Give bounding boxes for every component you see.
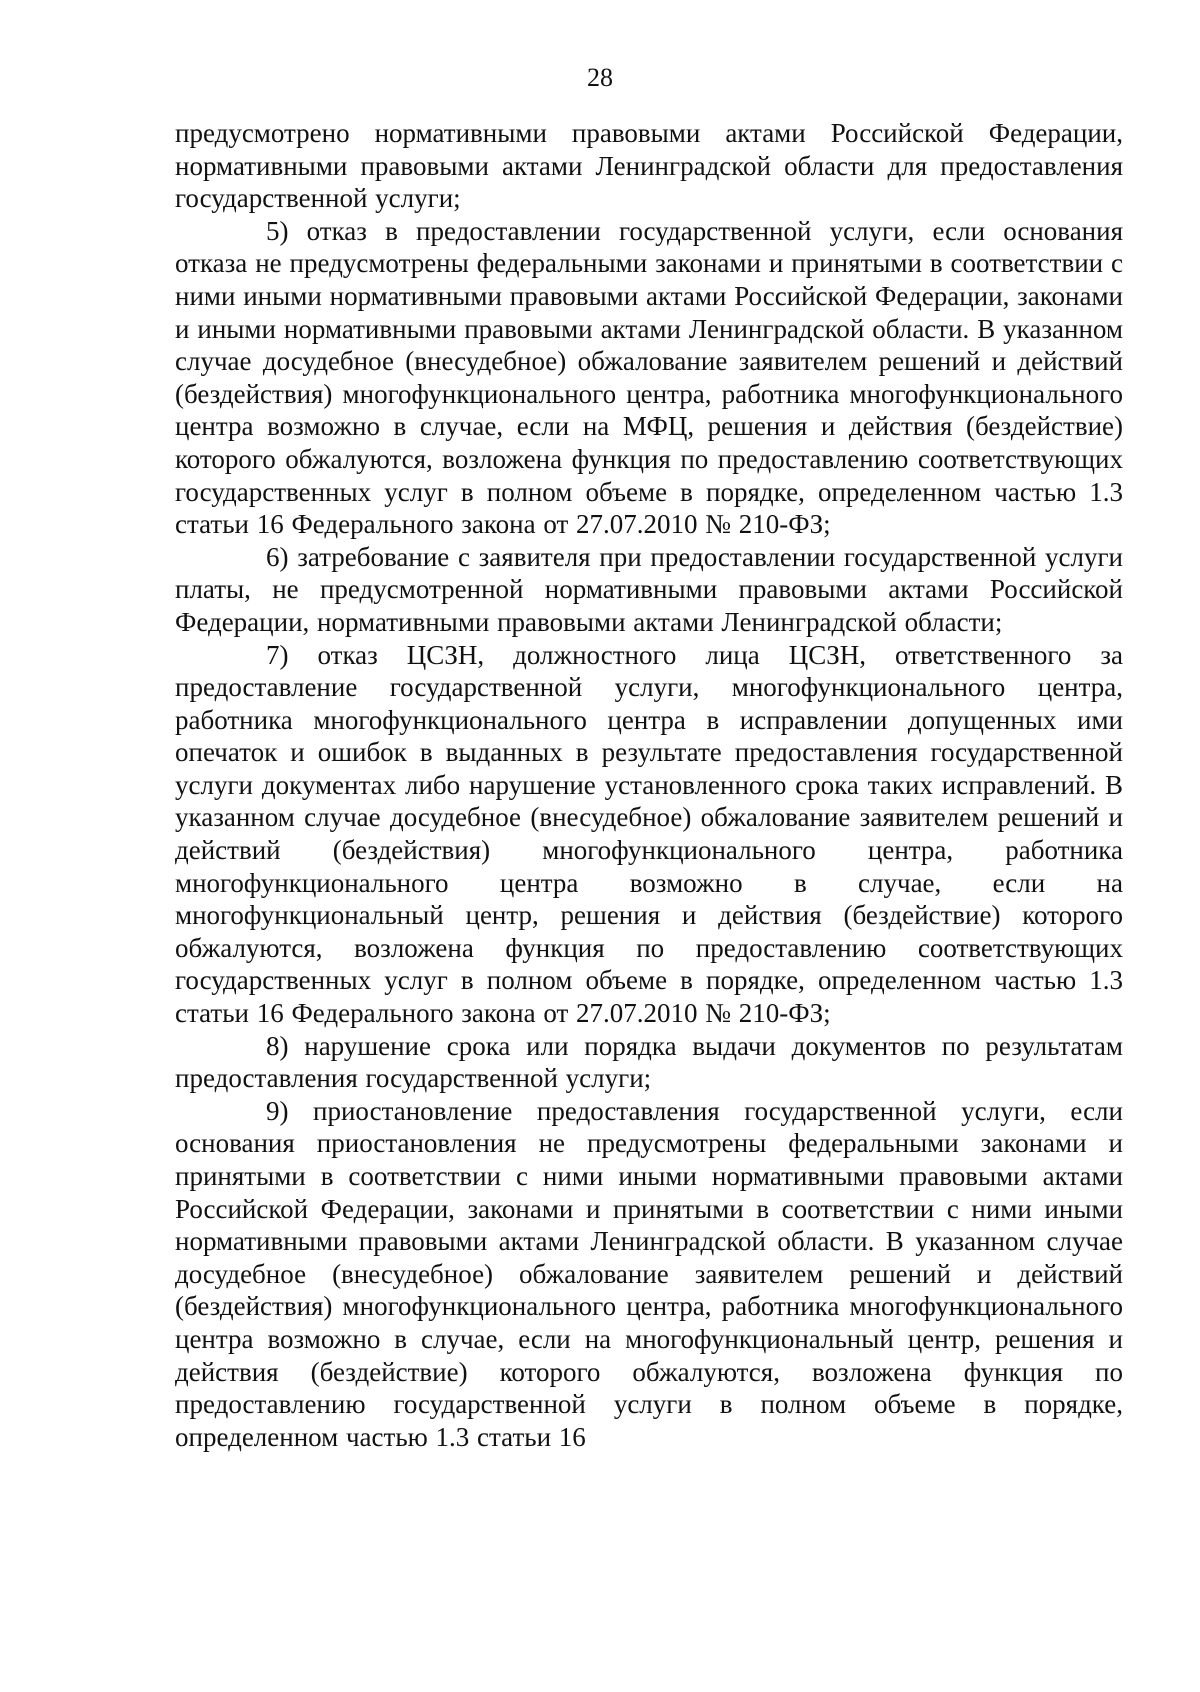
paragraph-continuation: предусмотрено нормативными правовыми актами Российской Федерации, нормативными правовыми актами Ленинградской области для предоставления государственной услуги; (175, 118, 1123, 214)
paragraph-item-5: 5) отказ в предоставлении государственной услуги, если основания отказа не предусмотрены федеральными законами и принятыми в соответствии с ними иными нормативными правовыми актами Российской Федерации, законами и иными нормативными правовыми актами Ленинградской области. В указанном случае досудебное (внесудебное) обжалование заявителем решений и действий (бездействия) многофункционального центра, работника многофункционального центра возможно в случае, если на МФЦ, решения и действия (бездействие) которого обжалуются, возложена функция по предоставлению соответствующих государственных услуг в полном объеме в порядке, определенном частью 1.3 статьи 16 Федерального закона от 27.07.2010 № 210-ФЗ; (175, 215, 1123, 540)
paragraph-item-6: 6) затребование с заявителя при предоставлении государственной услуги платы, не предусмотренной нормативными правовыми актами Российской Федерации, нормативными правовыми актами Ленинградской области; (175, 541, 1123, 637)
page-number: 28 (587, 63, 613, 92)
document-body (175, 117, 1123, 1453)
paragraph-item-8: 8) нарушение срока или порядка выдачи документов по результатам предоставления государственной услуги; (175, 1030, 1123, 1094)
paragraph-item-9: 9) приостановление предоставления государственной услуги, если основания приостановления не предусмотрены федеральными законами и принятыми в соответствии с ними иными нормативными правовыми актами Российской Федерации, законами и принятыми в соответствии с ними иными нормативными правовыми актами Ленинградской области. В указанном случае досудебное (внесудебное) обжалование заявителем решений и действий (бездействия) многофункционального центра, работника многофункционального центра возможно в случае, если на многофункциональный центр, решения и действия (бездействие) которого обжалуются, возложена функция по предоставлению государственной услуги в полном объеме в порядке, определенном частью 1.3 статьи 16 (175, 1095, 1123, 1452)
paragraph-item-7: 7) отказ ЦСЗН, должностного лица ЦСЗН, ответственного за предоставление государственной услуги, многофункционального центра, работника многофункционального центра в исправлении допущенных ими опечаток и ошибок в выданных в результате предоставления государственной услуги документах либо нарушение установленного срока таких исправлений. В указанном случае досудебное (внесудебное) обжалование заявителем решений и действий (бездействия) многофункционального центра, работника многофункционального центра возможно в случае, если на многофункциональный центр, решения и действия (бездействие) которого обжалуются, возложена функция по предоставлению соответствующих государственных услуг в полном объеме в порядке, определенном частью 1.3 статьи 16 Федерального закона от 27.07.2010 № 210-ФЗ; (175, 639, 1123, 1029)
